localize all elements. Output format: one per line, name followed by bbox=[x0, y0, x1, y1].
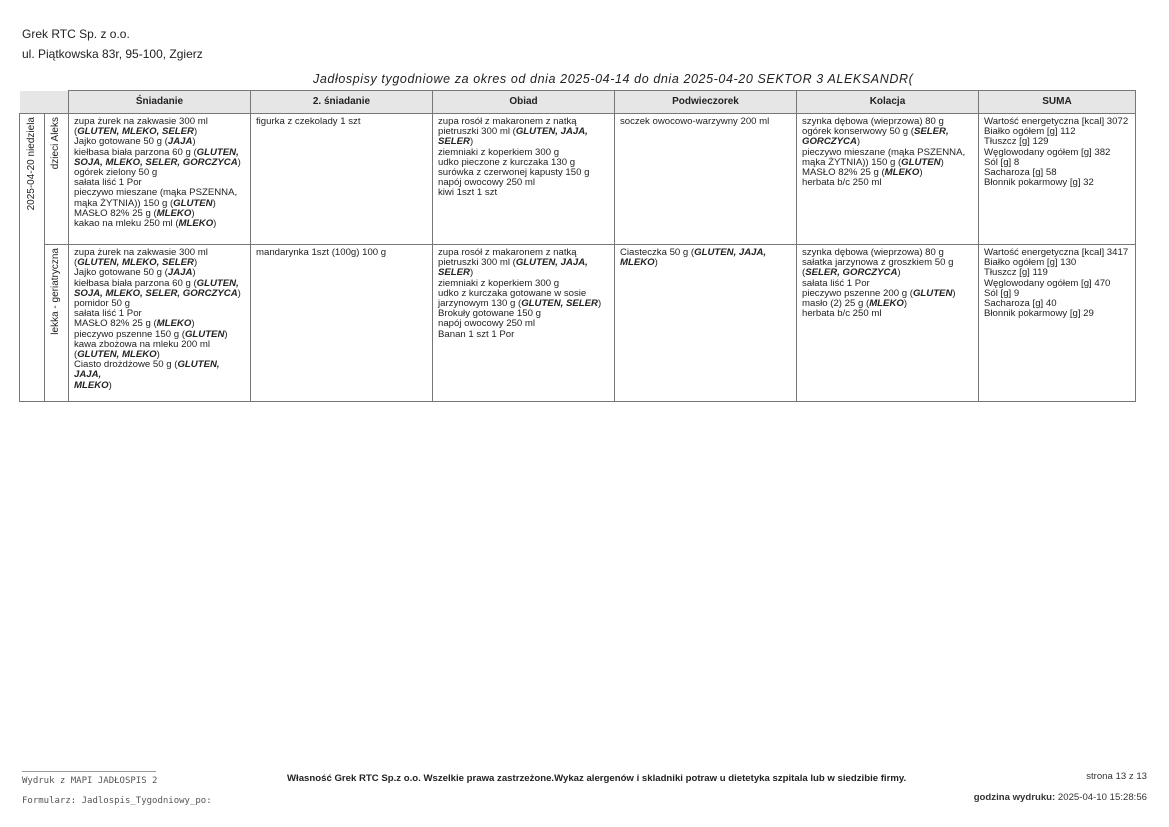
table-row bbox=[20, 114, 1136, 245]
menu-text: pieczywo mieszane (mąka PSZENNA, bbox=[802, 146, 966, 158]
allergen-text: GLUTEN, JAJA, bbox=[74, 359, 220, 381]
allergen-text: GLUTEN bbox=[173, 197, 213, 209]
menu-text: Białko ogółem [g] 130 bbox=[984, 257, 1077, 269]
menu-text: zupa rosół z makaronem z natką bbox=[438, 247, 577, 258]
menu-text: szynka dębowa (wieprzowa) 80 g bbox=[802, 247, 944, 258]
allergen-text: MLEKO bbox=[156, 207, 192, 219]
allergen-text: SELER bbox=[438, 136, 470, 148]
allergen-text: GLUTEN, MLEKO, SELER bbox=[77, 126, 194, 138]
menu-text: masło (2) 25 g ( bbox=[802, 298, 870, 310]
menu-text: sałatka jarzynowa z groszkiem 50 g bbox=[802, 257, 954, 269]
menu-line bbox=[74, 219, 245, 229]
menu-text: MASŁO 82% 25 g ( bbox=[74, 207, 157, 219]
column-header-obiad: Obiad bbox=[433, 91, 615, 114]
allergen-text: GLUTEN bbox=[912, 287, 953, 299]
date-label: 2025-04-20 niedziela bbox=[25, 117, 37, 211]
meal-cell-second-breakfast bbox=[251, 245, 433, 402]
menu-text: Sól [g] 8 bbox=[984, 156, 1020, 168]
table-header-row bbox=[20, 91, 1136, 114]
menu-text: ) bbox=[237, 287, 241, 299]
menu-text: Błonnik pokarmowy [g] 32 bbox=[984, 177, 1094, 189]
allergen-text: MLEKO bbox=[620, 257, 655, 269]
menu-text: zupa rosół z makaronem z natką bbox=[438, 116, 577, 127]
menu-text: ) bbox=[192, 136, 196, 148]
menu-text: jarzynowym 130 g ( bbox=[438, 298, 522, 310]
menu-text: Sól [g] 9 bbox=[984, 287, 1020, 299]
menu-text: mąka ŻYTNIA)) 150 g ( bbox=[74, 197, 174, 209]
footer-left bbox=[22, 771, 212, 811]
menu-text: figurka z czekolady 1 szt bbox=[256, 116, 361, 127]
allergen-text: GLUTEN bbox=[901, 156, 941, 168]
menu-text: soczek owocowo-warzywny 200 ml bbox=[620, 116, 770, 127]
nutrition-summary-cell bbox=[979, 245, 1136, 402]
menu-text: napój owocowy 250 ml bbox=[438, 318, 536, 330]
ownership-notice: Własność Grek RTC Sp.z o.o. Wszelkie prawa zastrzeżone.Wykaz alergenów i skladniki potraw u dietetyka szpitala lub w siedzibie firmy. bbox=[287, 773, 907, 784]
menu-text: ) bbox=[156, 349, 160, 361]
allergen-text: MLEKO bbox=[884, 167, 920, 179]
allergen-text: GLUTEN, MLEKO, SELER bbox=[77, 257, 194, 269]
menu-text: Białko ogółem [g] 112 bbox=[984, 126, 1076, 138]
menu-text: ) bbox=[470, 267, 474, 279]
menu-line bbox=[438, 330, 609, 340]
menu-text: Banan 1 szt 1 Por bbox=[438, 328, 515, 340]
menu-text: ) bbox=[224, 328, 228, 340]
menu-text: udko pieczone z kurczaka 130 g bbox=[438, 156, 576, 168]
print-time bbox=[974, 792, 1147, 803]
menu-text: ) bbox=[470, 136, 474, 148]
menu-text: Wartość energetyczna [kcal] 3417 bbox=[984, 247, 1129, 258]
menu-line bbox=[74, 360, 245, 380]
allergen-text: MLEKO bbox=[178, 218, 214, 230]
menu-text: MASŁO 82% 25 g ( bbox=[74, 318, 157, 330]
allergen-text: GLUTEN, bbox=[196, 146, 239, 158]
menu-text: herbata b/c 250 ml bbox=[802, 177, 882, 189]
footer-rule bbox=[22, 771, 156, 772]
menu-text: ogórek zielony 50 g bbox=[74, 167, 158, 179]
menu-text: kiełbasa biała parzona 60 g ( bbox=[74, 146, 197, 158]
allergen-text: JAJA bbox=[167, 136, 193, 148]
menu-text: udko z kurczaka gotowane w sosie bbox=[438, 287, 587, 299]
menu-table bbox=[19, 90, 1136, 402]
diet-label: dzieci Aleks bbox=[50, 117, 62, 170]
form-label: Formularz: Jadlospis_Tygodniowy_po: bbox=[22, 796, 212, 806]
allergen-text: MLEKO bbox=[156, 318, 192, 330]
menu-text: ) bbox=[192, 267, 196, 279]
menu-text: Jajko gotowane 50 g ( bbox=[74, 136, 168, 148]
menu-text: ziemniaki z koperkiem 300 g bbox=[438, 277, 560, 289]
menu-text: ) bbox=[952, 287, 956, 299]
menu-text: szynka dębowa (wieprzowa) 80 g bbox=[802, 116, 944, 127]
menu-text: ) bbox=[940, 156, 944, 168]
allergen-text: GLUTEN bbox=[184, 328, 225, 340]
table-row bbox=[20, 245, 1136, 402]
menu-text: sałata liść 1 Por bbox=[74, 308, 142, 320]
menu-text: sałata liść 1 Por bbox=[74, 177, 142, 189]
page-number: strona 13 z 13 bbox=[1086, 771, 1147, 782]
menu-text: ) bbox=[191, 207, 195, 219]
allergen-text: GLUTEN, MLEKO bbox=[77, 349, 157, 361]
menu-text: pietruszki 300 ml ( bbox=[438, 257, 516, 269]
menu-text: ogórek konserwowy 50 g ( bbox=[802, 126, 914, 138]
header-spacer bbox=[20, 91, 45, 114]
company-header bbox=[22, 24, 203, 64]
menu-text: Ciasto drożdżowe 50 g ( bbox=[74, 359, 178, 371]
meal-cell-supper bbox=[797, 114, 979, 245]
menu-text: Błonnik pokarmowy [g] 29 bbox=[984, 308, 1094, 320]
allergen-text: SELER, GORCZYCA bbox=[805, 267, 898, 279]
menu-text: ) bbox=[654, 257, 658, 269]
diet-cell bbox=[45, 114, 69, 245]
column-header-kolacja: Kolacja bbox=[797, 91, 979, 114]
menu-text: ) bbox=[897, 267, 901, 279]
company-address: ul. Piątkowska 83r, 95-100, Zgierz bbox=[22, 47, 203, 61]
menu-text: kawa zbożowa na mleku 200 ml bbox=[74, 338, 210, 350]
column-header-drugie-sniadanie: 2. śniadanie bbox=[251, 91, 433, 114]
allergen-text: GLUTEN, bbox=[196, 277, 239, 289]
diet-cell bbox=[45, 245, 69, 402]
allergen-text: SELER, bbox=[913, 126, 949, 138]
meal-cell-lunch bbox=[433, 245, 615, 402]
menu-text: kiełbasa biała parzona 60 g ( bbox=[74, 277, 197, 289]
menu-line bbox=[984, 178, 1130, 188]
menu-text: zupa żurek na zakwasie 300 ml bbox=[74, 247, 208, 258]
menu-line bbox=[438, 188, 609, 198]
menu-text: napój owocowy 250 ml bbox=[438, 177, 536, 189]
menu-text: Ciasteczka 50 g ( bbox=[620, 247, 695, 258]
menu-text: ) bbox=[903, 298, 908, 310]
menu-text: pieczywo pszenne 200 g ( bbox=[802, 287, 913, 299]
nutrition-summary-cell bbox=[979, 114, 1136, 245]
menu-text: pomidor 50 g bbox=[74, 298, 130, 310]
date-cell bbox=[20, 114, 45, 402]
allergen-text: GLUTEN, JAJA, bbox=[515, 126, 588, 138]
meal-cell-breakfast bbox=[69, 245, 251, 402]
menu-text: Brokuły gotowane 150 g bbox=[438, 308, 541, 320]
allergen-text: MLEKO bbox=[74, 379, 109, 391]
menu-text: surówka z czerwonej kapusty 150 g bbox=[438, 167, 590, 179]
menu-line bbox=[256, 248, 427, 258]
meal-cell-lunch bbox=[433, 114, 615, 245]
report-title: Jadłospisy tygodniowe za okres od dnia 2025-04-14 do dnia 2025-04-20 SEKTOR 3 ALEKSANDR( bbox=[313, 72, 914, 86]
allergen-text: GORCZYCA bbox=[802, 136, 857, 148]
menu-text: ) bbox=[919, 167, 923, 179]
allergen-text: MLEKO bbox=[869, 298, 904, 310]
print-time-value: 2025-04-10 15:28:56 bbox=[1057, 792, 1147, 803]
menu-text: Sacharoza [g] 40 bbox=[984, 298, 1057, 310]
company-name: Grek RTC Sp. z o.o. bbox=[22, 27, 130, 41]
menu-line bbox=[620, 258, 791, 268]
menu-text: pietruszki 300 ml ( bbox=[438, 126, 516, 138]
meal-cell-breakfast bbox=[69, 114, 251, 245]
menu-text: ( bbox=[74, 126, 78, 138]
printout-label: Wydruk z MAPI JADŁOSPIS 2 bbox=[22, 776, 158, 786]
allergen-text: SOJA, MLEKO, SELER, GORCZYCA bbox=[74, 287, 238, 299]
meal-cell-afternoon-snack bbox=[615, 114, 797, 245]
menu-text: Węglowodany ogółem [g] 470 bbox=[984, 277, 1111, 289]
menu-text: kiwi 1szt 1 szt bbox=[438, 187, 498, 199]
print-time-label: godzina wydruku: bbox=[973, 792, 1056, 803]
menu-text: Tłuszcz [g] 119 bbox=[984, 267, 1048, 279]
menu-text: Węglowodany ogółem [g] 382 bbox=[984, 146, 1111, 158]
menu-text: Jajko gotowane 50 g ( bbox=[74, 267, 168, 279]
allergen-text: GLUTEN, JAJA, bbox=[515, 257, 588, 269]
diet-label: lekka - geriatryczna bbox=[50, 248, 62, 335]
menu-text: ) bbox=[213, 218, 217, 230]
menu-text: pieczywo pszenne 150 g ( bbox=[74, 328, 185, 340]
menu-text: Tłuszcz [g] 129 bbox=[984, 136, 1049, 148]
menu-text: ) bbox=[193, 126, 198, 138]
menu-text: mąka ŻYTNIA)) 150 g ( bbox=[802, 156, 902, 168]
menu-line bbox=[802, 309, 973, 319]
menu-text: ) bbox=[108, 379, 112, 391]
menu-text: ) bbox=[193, 257, 198, 269]
column-header-suma: SUMA bbox=[979, 91, 1136, 114]
header-spacer bbox=[45, 91, 69, 114]
allergen-text: SOJA, MLEKO, SELER, GORCZYCA bbox=[74, 156, 238, 168]
menu-text: ( bbox=[74, 349, 78, 361]
allergen-text: GLUTEN, JAJA, bbox=[694, 247, 767, 258]
allergen-text: GLUTEN, SELER bbox=[521, 298, 598, 310]
menu-text: ) bbox=[856, 136, 861, 148]
menu-line bbox=[74, 381, 245, 391]
menu-text: pieczywo mieszane (mąka PSZENNA, bbox=[74, 187, 238, 199]
meal-cell-afternoon-snack bbox=[615, 245, 797, 402]
column-header-sniadanie: Śniadanie bbox=[69, 91, 251, 114]
menu-text: ) bbox=[212, 197, 216, 209]
allergen-text: SELER bbox=[438, 267, 470, 279]
menu-text: MASŁO 82% 25 g ( bbox=[802, 167, 885, 179]
menu-text: ) bbox=[191, 318, 195, 330]
menu-text: kakao na mleku 250 ml ( bbox=[74, 218, 179, 230]
menu-text: Sacharoza [g] 58 bbox=[984, 167, 1057, 179]
menu-text: ( bbox=[74, 257, 78, 269]
menu-text: ) bbox=[597, 298, 602, 310]
menu-line bbox=[256, 117, 427, 127]
meal-cell-supper bbox=[797, 245, 979, 402]
menu-text: sałata liść 1 Por bbox=[802, 277, 870, 289]
menu-text: zupa żurek na zakwasie 300 ml bbox=[74, 116, 208, 127]
allergen-text: JAJA bbox=[167, 267, 193, 279]
menu-text: Wartość energetyczna [kcal] 3072 bbox=[984, 116, 1129, 127]
menu-text: mandarynka 1szt (100g) 100 g bbox=[256, 247, 387, 258]
menu-line bbox=[620, 117, 791, 127]
menu-text: ) bbox=[237, 156, 241, 168]
menu-text: herbata b/c 250 ml bbox=[802, 308, 882, 320]
menu-text: ziemniaki z koperkiem 300 g bbox=[438, 146, 560, 158]
column-header-podwieczorek: Podwieczorek bbox=[615, 91, 797, 114]
meal-cell-second-breakfast bbox=[251, 114, 433, 245]
menu-text: ( bbox=[802, 267, 806, 279]
menu-line bbox=[802, 178, 973, 188]
menu-line bbox=[984, 309, 1130, 319]
